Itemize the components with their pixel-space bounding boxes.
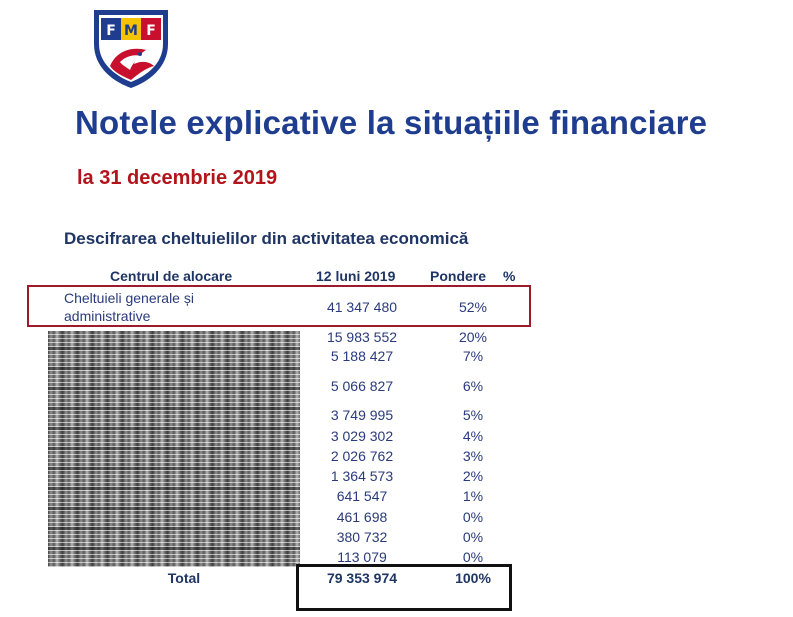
row-percent: 3%	[462, 448, 484, 464]
highlight-box-total	[296, 564, 512, 611]
section-title: Descifrarea cheltuielilor din activitatea economică	[64, 229, 469, 248]
row-percent: 0%	[462, 549, 484, 565]
row-percent: 52%	[458, 299, 488, 315]
row-amount: 1 364 573	[330, 468, 394, 484]
column-header-period: 12 luni 2019	[316, 268, 396, 284]
highlight-box-general-admin	[27, 285, 531, 327]
row-percent: 2%	[462, 468, 484, 484]
row-percent: 4%	[462, 428, 484, 444]
row-amount: 641 547	[336, 488, 388, 504]
logo-letter-f1: F	[106, 23, 116, 39]
row-label-general-admin: Cheltuieli generale și administrative	[64, 290, 194, 324]
row-percent: 7%	[462, 348, 484, 364]
fmf-logo	[90, 4, 172, 90]
row-percent: 1%	[462, 488, 484, 504]
row-percent: 20%	[458, 329, 488, 345]
report-date: la 31 decembrie 2019	[77, 167, 278, 189]
redacted-labels-block	[48, 331, 300, 567]
row-amount: 5 188 427	[330, 348, 394, 364]
column-header-weight: Pondere	[430, 268, 487, 284]
shield-logo-icon	[90, 4, 172, 90]
row-amount: 3 749 995	[330, 407, 394, 423]
page-title: Notele explicative la situațiile financiare	[75, 104, 708, 141]
row-amount: 5 066 827	[330, 378, 394, 394]
row-amount: 113 079	[337, 549, 387, 565]
total-amount: 79 353 974	[326, 570, 398, 586]
row-amount: 41 347 480	[326, 299, 398, 315]
row-percent: 5%	[462, 407, 484, 423]
row-amount: 15 983 552	[326, 329, 398, 345]
row-amount: 380 732	[336, 529, 388, 545]
total-label: Total	[167, 570, 201, 586]
logo-letter-f2: F	[146, 23, 156, 39]
row-amount: 2 026 762	[330, 448, 394, 464]
row-amount: 3 029 302	[330, 428, 394, 444]
total-percent: 100%	[455, 570, 491, 586]
row-percent: 0%	[462, 529, 484, 545]
column-header-center: Centrul de alocare	[110, 268, 233, 284]
row-percent: 6%	[462, 378, 484, 394]
row-amount: 461 698	[336, 509, 388, 525]
column-header-percent: %	[503, 268, 516, 284]
logo-letter-m: M	[124, 23, 138, 39]
row-percent: 0%	[462, 509, 484, 525]
